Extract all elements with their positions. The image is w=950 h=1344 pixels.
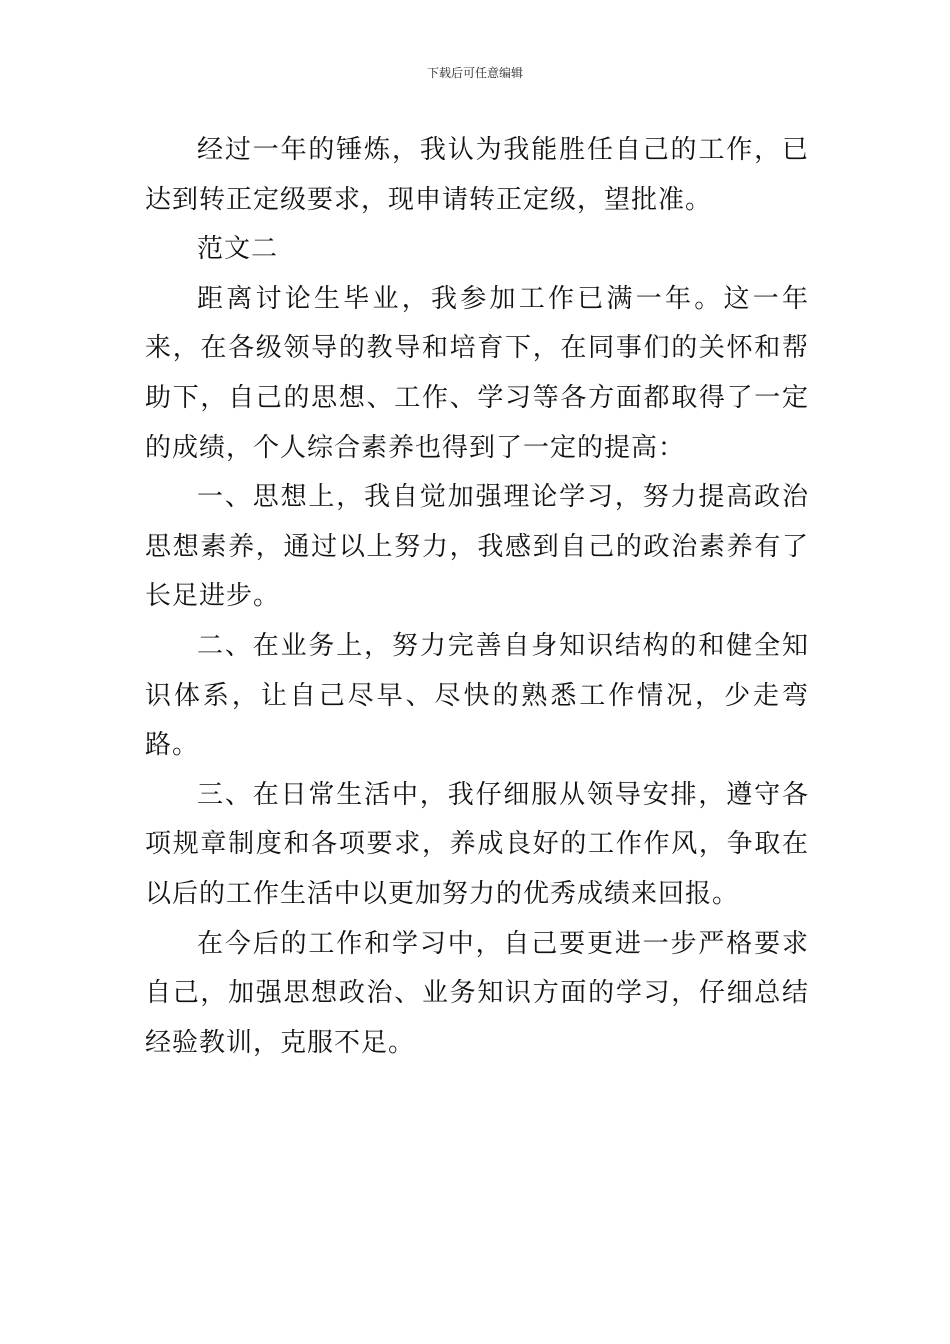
paragraph-point-2: 二、在业务上，努力完善自身知识结构的和健全知识体系，让自己尽早、尽快的熟悉工作情况，少走弯路。: [145, 630, 809, 761]
section-heading: 范文二: [197, 234, 279, 265]
paragraph-closing: 在今后的工作和学习中，自己要更进一步严格要求自己，加强思想政治、业务知识方面的学习，仔细总结经验教训，克服不足。: [145, 928, 809, 1058]
paragraph-conclusion: 经过一年的锤炼，我认为我能胜任自己的工作，已达到转正定级要求，现申请转正定级，望批准。: [145, 135, 809, 215]
page-header-note: 下载后可任意编辑: [426, 66, 523, 80]
paragraph-point-1: 一、思想上，我自觉加强理论学习，努力提高政治思想素养，通过以上努力，我感到自己的政治素养有了长足进步。: [145, 482, 809, 612]
paragraph-intro: 距离讨论生毕业，我参加工作已满一年。这一年来，在各级领导的教导和培育下，在同事们的关怀和帮助下，自己的思想、工作、学习等各方面都取得了一定的成绩，个人综合素养也得到了一定的提高：: [145, 283, 809, 463]
document-body: [145, 126, 809, 1068]
paragraph-point-3: 三、在日常生活中，我仔细服从领导安排，遵守各项规章制度和各项要求，养成良好的工作作风，争取在以后的工作生活中以更加努力的优秀成绩来回报。: [145, 779, 809, 909]
